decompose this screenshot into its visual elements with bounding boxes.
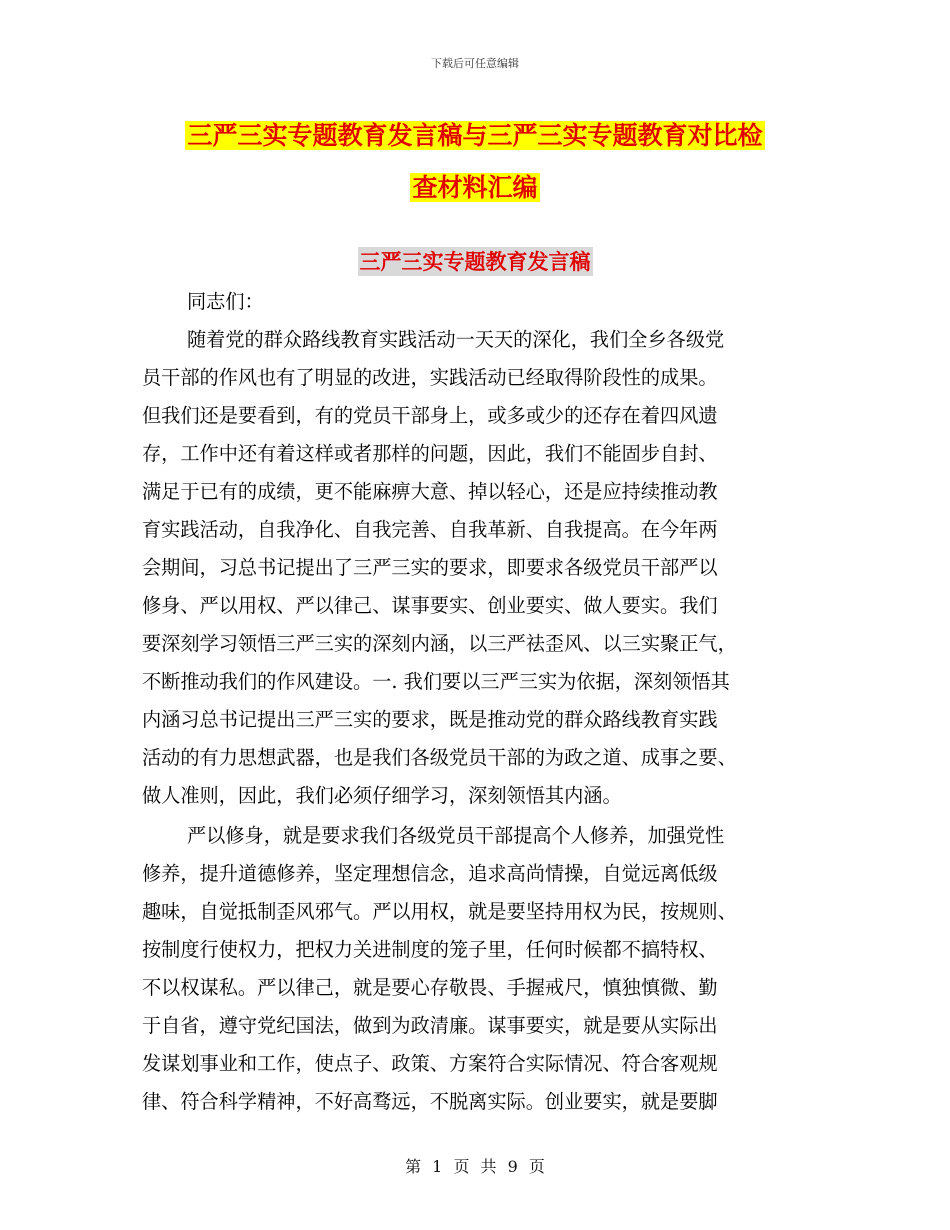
header-note: 下载后可任意编辑: [431, 57, 519, 70]
paragraph-2: [142, 817, 807, 1121]
text-line: 律、符合科学精神，不好高骛远，不脱离实际。创业要实，就是要脚: [142, 1090, 718, 1113]
text-line: 要深刻学习领悟三严三实的深刻内涵，以三严祛歪风、以三实聚正气，: [142, 632, 737, 655]
text-line: 内涵习总书记提出三严三实的要求，既是推动党的群众路线教育实践: [142, 708, 718, 731]
text-line: 修身、严以用权、严以律己、谋事要实、创业要实、做人要实。我们: [142, 594, 718, 617]
text-line: 不以权谋私。严以律己，就是要心存敬畏、手握戒尺，慎独慎微、勤: [142, 976, 718, 999]
text-line: 育实践活动，自我净化、自我完善、自我革新、自我提高。在今年两: [142, 518, 718, 541]
greeting: 同志们：: [187, 290, 264, 313]
section-title: [0, 246, 950, 276]
document-body: [142, 283, 807, 1121]
section-title-text: 三严三实专题教育发言稿: [359, 249, 591, 274]
title-line-1: 三严三实专题教育发言稿与三严三实专题教育对比检: [187, 121, 763, 150]
text-line: 趣味，自觉抵制歪风邪气。严以用权，就是要坚持用权为民，按规则、: [142, 900, 737, 923]
paragraph-1: [142, 321, 807, 815]
text-line: 按制度行使权力，把权力关进制度的笼子里，任何时候都不搞特权、: [142, 938, 718, 961]
text-line: 满足于已有的成绩，更不能麻痹大意、掉以轻心，还是应持续推动教: [142, 480, 718, 503]
text-line: 发谋划事业和工作，使点子、政策、方案符合实际情况、符合客观规: [142, 1052, 718, 1075]
text-line: 随着党的群众路线教育实践活动一天天的深化，我们全乡各级党: [187, 328, 725, 351]
page-footer: 第 1 页 共 9 页: [405, 1157, 545, 1176]
text-line: 但我们还是要看到，有的党员干部身上，或多或少的还存在着四风遗: [142, 404, 718, 427]
text-line: 修养，提升道德修养，坚定理想信念，追求高尚情操，自觉远离低级: [142, 862, 718, 885]
text-line: 存，工作中还有着这样或者那样的问题，因此，我们不能固步自封、: [142, 442, 718, 465]
text-line: 员干部的作风也有了明显的改进，实践活动已经取得阶段性的成果。: [142, 366, 718, 389]
text-line: 于自省，遵守党纪国法，做到为政清廉。谋事要实，就是要从实际出: [142, 1014, 718, 1037]
text-line: 不断推动我们的作风建设。一. 我们要以三严三实为依据，深刻领悟其: [142, 670, 730, 693]
text-line: 做人准则，因此，我们必须仔细学习，深刻领悟其内涵。: [142, 784, 622, 807]
document-title: [140, 110, 810, 214]
title-line-2: 查材料汇编: [412, 173, 538, 202]
text-line: 会期间，习总书记提出了三严三实的要求，即要求各级党员干部严以: [142, 556, 718, 579]
text-line: 严以修身，就是要求我们各级党员干部提高个人修养，加强党性: [187, 824, 725, 847]
text-line: 活动的有力思想武器，也是我们各级党员干部的为政之道、成事之要、: [142, 746, 737, 769]
